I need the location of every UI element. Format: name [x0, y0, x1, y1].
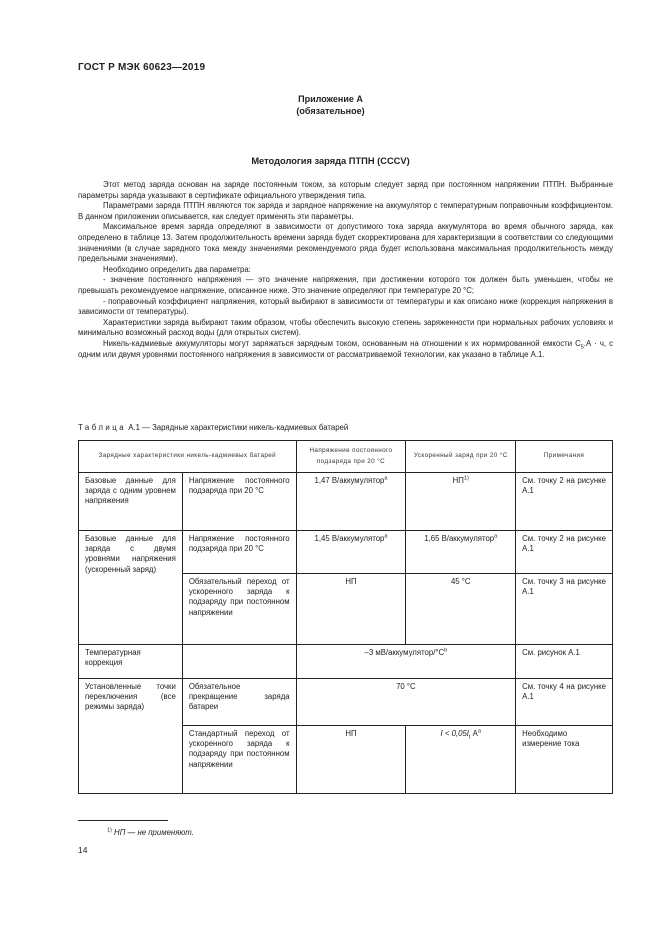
- footnote-divider: [78, 820, 168, 821]
- table-caption-text: А.1 — Зарядные характеристики никель-кадмиевых батарей: [126, 423, 349, 432]
- row-note: См. точку 2 на рисунке А.1: [516, 473, 613, 531]
- table-row: [79, 645, 613, 679]
- header-float-voltage: Напряжение постоянного подзаряда при 20 °С: [296, 441, 406, 473]
- body-text: [78, 180, 613, 360]
- table-row: [79, 473, 613, 531]
- header-notes: Примечания: [516, 441, 613, 473]
- paragraph: Этот метод заряда основан на заряде постоянным током, за которым следует заряд при постоянном напряжении ПТПН. Выбранные параметры заряда указывают в сертификате официального утверждения типа.: [78, 180, 613, 200]
- float-value: НП: [296, 726, 406, 794]
- row-note: См. точку 2 на рисунке А.1: [516, 531, 613, 574]
- annex-status: (обязательное): [296, 106, 365, 116]
- row-parameter: Стандартный переход от ускоренного заряда к подзаряду при постоянном напряжении: [182, 726, 296, 794]
- row-note: См. рисунок А.1: [516, 645, 613, 679]
- merged-value: 70 °С: [296, 679, 516, 726]
- capacity-subscript: 5: [580, 344, 584, 351]
- row-group: Базовые данные для заряда с двумя уровнями напряжения (ускоренный заряд): [79, 531, 183, 645]
- row-note: См. точку 3 на рисунке А.1: [516, 574, 613, 645]
- paragraph: Параметрами заряда ПТПН являются ток заряда и зарядное напряжение на аккумулятор с температурным поправочным коэффициентом. В данном приложении описывается, как следует применять эти параметры.: [78, 201, 613, 221]
- annex-title: Приложение А: [298, 94, 363, 104]
- row-note: Необходимо измерение тока: [516, 726, 613, 794]
- boost-value: 45 °С: [406, 574, 516, 645]
- row-parameter: Обязательный переход от ускоренного заряда к подзаряду при постоянном напряжении: [182, 574, 296, 645]
- row-group: Температурная коррекция: [79, 645, 183, 679]
- standard-designation: ГОСТ Р МЭК 60623—2019: [78, 62, 206, 73]
- row-group: Базовые данные для заряда с одним уровнем напряжения: [79, 473, 183, 531]
- empty-cell: [182, 645, 296, 679]
- paragraph: [78, 339, 613, 360]
- float-value: НП: [296, 574, 406, 645]
- boost-value: $I < 0,05I_t$ $А^а$: [406, 726, 516, 794]
- float-value: 1,45 В/аккумулятор$^а$: [296, 531, 406, 574]
- header-characteristics: Зарядные характеристики никель-кадмиевых батарей: [79, 441, 297, 473]
- float-value: 1,47 В/аккумулятор$^а$: [296, 473, 406, 531]
- merged-value: –3 $мВ/аккумулятор/^\circ С^b$: [296, 645, 516, 679]
- paragraph-text: Никель-кадмиевые аккумуляторы могут заряжаться зарядным током, основанным на отношении к их нормированной емкости C: [103, 338, 581, 348]
- section-title: Методология заряда ПТПН (CCCV): [251, 156, 410, 166]
- paragraph: Необходимо определить два параметра:: [103, 264, 251, 274]
- footnote-mark: 1): [107, 827, 112, 834]
- paragraph-text: .А · ч, с одним или двумя уровнями постоянного напряжения в зависимости от рассматриваемой технологии, как указано в таблице А.1.: [78, 338, 614, 359]
- table-caption-label: Таблица: [78, 423, 127, 432]
- row-parameter: Напряжение постоянного подзаряда при 20 °С: [182, 531, 296, 574]
- table-row: [79, 679, 613, 726]
- header-boost-charge: Ускоренный заряд при 20 °С: [406, 441, 516, 473]
- paragraph: Максимальное время заряда определяют в зависимости от допустимого тока заряда аккумулятора во время обычного заряда, как определено в таблице 13. Затем продолжительность времени заряда будет скорректирована для характеризации в соответствии со следующими значениями (в случае зарядного тока между значениями рекомендуемого ряда будет использована максимальная продолжительность между предельными значениями).: [78, 222, 613, 264]
- row-note: См. точку 4 на рисунке А.1: [516, 679, 613, 726]
- list-item: - поправочный коэффициент напряжения, который выбирают в зависимости от температуры и как описано ниже (коррекция напряжения в зависимости от температуры).: [78, 296, 613, 317]
- table-row: [79, 531, 613, 574]
- charge-characteristics-table: [78, 440, 613, 794]
- row-parameter: Напряжение постоянного подзаряда при 20 °С: [182, 473, 296, 531]
- row-parameter: Обязательное прекращение заряда батареи: [182, 679, 296, 726]
- boost-value: 1,65 В/аккумулятор$^а$: [406, 531, 516, 574]
- paragraph: Характеристики заряда выбирают таким образом, чтобы обеспечить высокую степень заряженности при нормальных рабочих условиях и минимально возможный расход воды (для открытых систем).: [78, 317, 613, 338]
- page-number: 14: [78, 845, 88, 855]
- table-caption: [78, 423, 348, 432]
- footnote: [107, 828, 194, 837]
- table-header-row: [79, 441, 613, 473]
- list-item: - значение постоянного напряжения — это значение напряжения, при достижении которого ток должен быть уменьшен, чтобы не превышать рекомендуемое напряжение, описанное ниже. Это значение определяют при температуре 20 °С;: [78, 275, 613, 295]
- boost-value: НП$^{1)}$: [406, 473, 516, 531]
- footnote-text: НП — не применяют.: [111, 828, 194, 837]
- row-group: Установленные точки переключения (все режимы заряда): [79, 679, 183, 794]
